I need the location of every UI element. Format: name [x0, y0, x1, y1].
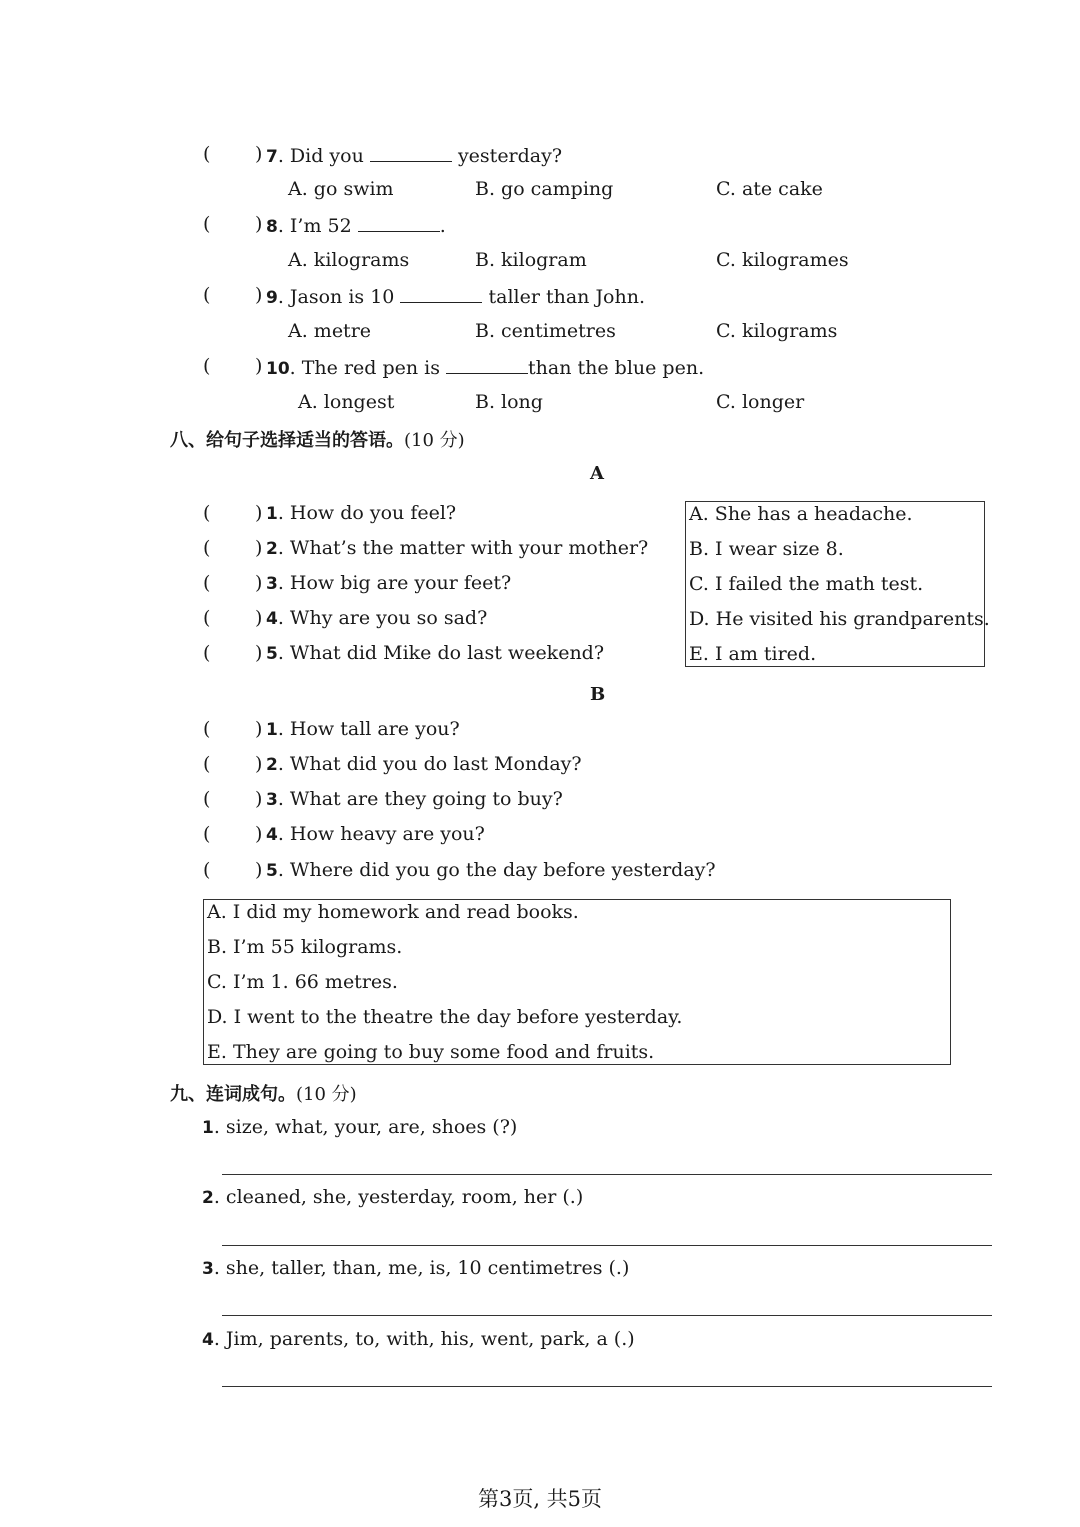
question-stem-end: taller than John. [488, 286, 646, 308]
question-stem-end: yesterday? [457, 145, 563, 167]
answer-paren-close: ) [255, 642, 263, 664]
part-b-label: B [590, 684, 606, 705]
question-number: 9 [266, 288, 278, 308]
question-item: 4. Why are you so sad? [266, 607, 488, 629]
question-item: 3. What are they going to buy? [266, 788, 563, 810]
question-stem: . I’m 52 [277, 215, 352, 237]
answer-paren-close: ) [255, 859, 263, 881]
option-c: C. kilogrames [716, 249, 849, 271]
fill-blank[interactable] [446, 355, 528, 374]
answer-paren-open: ( [203, 284, 211, 306]
option-c: C. kilograms [716, 320, 838, 342]
answer-paren-open: ( [203, 355, 211, 377]
option-c: C. longer [716, 391, 805, 413]
answer-paren-open: ( [203, 718, 211, 740]
option-a: A. go swim [288, 178, 394, 200]
answer-option: D. I went to the theatre the day before yesterday. [207, 1006, 683, 1028]
part-a-label: A [590, 463, 604, 484]
fill-blank[interactable] [370, 143, 452, 162]
answer-paren-close: ) [255, 718, 263, 740]
answer-paren-close: ) [255, 213, 263, 235]
option-a: A. metre [288, 320, 372, 342]
question-number: 8 [266, 217, 278, 237]
question-item: 2. What did you do last Monday? [266, 753, 582, 775]
option-b: B. kilogram [475, 249, 587, 271]
section-8-points: (10 分) [404, 430, 465, 451]
option-a: A. longest [298, 391, 395, 413]
answer-line[interactable] [222, 1245, 992, 1246]
question-item: 1. How do you feel? [266, 502, 457, 524]
answer-paren-open: ( [203, 823, 211, 845]
answer-option: E. I am tired. [689, 643, 817, 665]
section-9-points: (10 分) [296, 1084, 357, 1105]
question-stem-end: . [439, 215, 446, 237]
question-stem: . Jason is 10 [277, 286, 395, 308]
question-item: 4. How heavy are you? [266, 823, 485, 845]
option-b: B. long [475, 391, 543, 413]
answer-paren-close: ) [255, 607, 263, 629]
part-a-answer-box [685, 501, 990, 667]
option-b: B. centimetres [475, 320, 616, 342]
section-8-heading [170, 426, 465, 452]
answer-line[interactable] [222, 1386, 992, 1387]
section-8-title: 八、给句子选择适当的答语。 [170, 430, 404, 451]
option-c: C. ate cake [716, 178, 823, 200]
answer-paren-open: ( [203, 502, 211, 524]
scramble-item-3: 3. she, taller, than, me, is, 10 centimetres (.) [202, 1257, 630, 1279]
section-9-heading [170, 1080, 357, 1106]
answer-paren-close: ) [255, 143, 263, 165]
answer-paren-open: ( [203, 572, 211, 594]
option-b: B. go camping [475, 178, 614, 200]
scramble-item-2: 2. cleaned, she, yesterday, room, her (.) [202, 1186, 584, 1208]
fill-blank[interactable] [400, 284, 482, 303]
answer-paren-open: ( [203, 607, 211, 629]
answer-option: D. He visited his grandparents. [689, 608, 990, 630]
answer-paren-open: ( [203, 753, 211, 775]
question-stem: . The red pen is [289, 357, 440, 379]
option-a: A. kilograms [288, 249, 410, 271]
section-9-title: 九、连词成句。 [170, 1084, 296, 1105]
answer-paren-close: ) [255, 788, 263, 810]
answer-paren-close: ) [255, 355, 263, 377]
answer-option: B. I wear size 8. [689, 538, 844, 560]
fill-blank[interactable] [358, 213, 440, 232]
answer-paren-open: ( [203, 213, 211, 235]
answer-paren-close: ) [255, 537, 263, 559]
question-item: 1. How tall are you? [266, 718, 460, 740]
answer-option: C. I failed the math test. [689, 573, 924, 595]
question-item: 3. How big are your feet? [266, 572, 512, 594]
question-item: 5. Where did you go the day before yesterday? [266, 859, 716, 881]
question-stem-end: than the blue pen. [528, 357, 705, 379]
answer-paren-open: ( [203, 537, 211, 559]
answer-paren-close: ) [255, 753, 263, 775]
answer-option: E. They are going to buy some food and fruits. [207, 1041, 655, 1063]
answer-option: A. I did my homework and read books. [207, 901, 579, 923]
answer-option: B. I’m 55 kilograms. [207, 936, 403, 958]
answer-line[interactable] [222, 1174, 992, 1175]
part-b-answer-box [203, 899, 951, 1065]
answer-paren-close: ) [255, 572, 263, 594]
answer-paren-open: ( [203, 859, 211, 881]
answer-option: A. She has a headache. [689, 503, 913, 525]
answer-paren-open: ( [203, 642, 211, 664]
answer-line[interactable] [222, 1315, 992, 1316]
page-number: 第3页, 共5页 [477, 1487, 603, 1511]
question-number: 10 [266, 359, 290, 379]
answer-option: C. I’m 1. 66 metres. [207, 971, 398, 993]
question-number: 7 [266, 147, 278, 167]
question-item: 2. What’s the matter with your mother? [266, 537, 649, 559]
answer-paren-close: ) [255, 284, 263, 306]
scramble-item-4: 4. Jim, parents, to, with, his, went, park, a (.) [202, 1328, 635, 1350]
answer-paren-close: ) [255, 502, 263, 524]
answer-paren-close: ) [255, 823, 263, 845]
question-item: 5. What did Mike do last weekend? [266, 642, 605, 664]
scramble-item-1: 1. size, what, your, are, shoes (?) [202, 1116, 518, 1138]
answer-paren-open: ( [203, 143, 211, 165]
answer-paren-open: ( [203, 788, 211, 810]
question-stem: . Did you [277, 145, 364, 167]
